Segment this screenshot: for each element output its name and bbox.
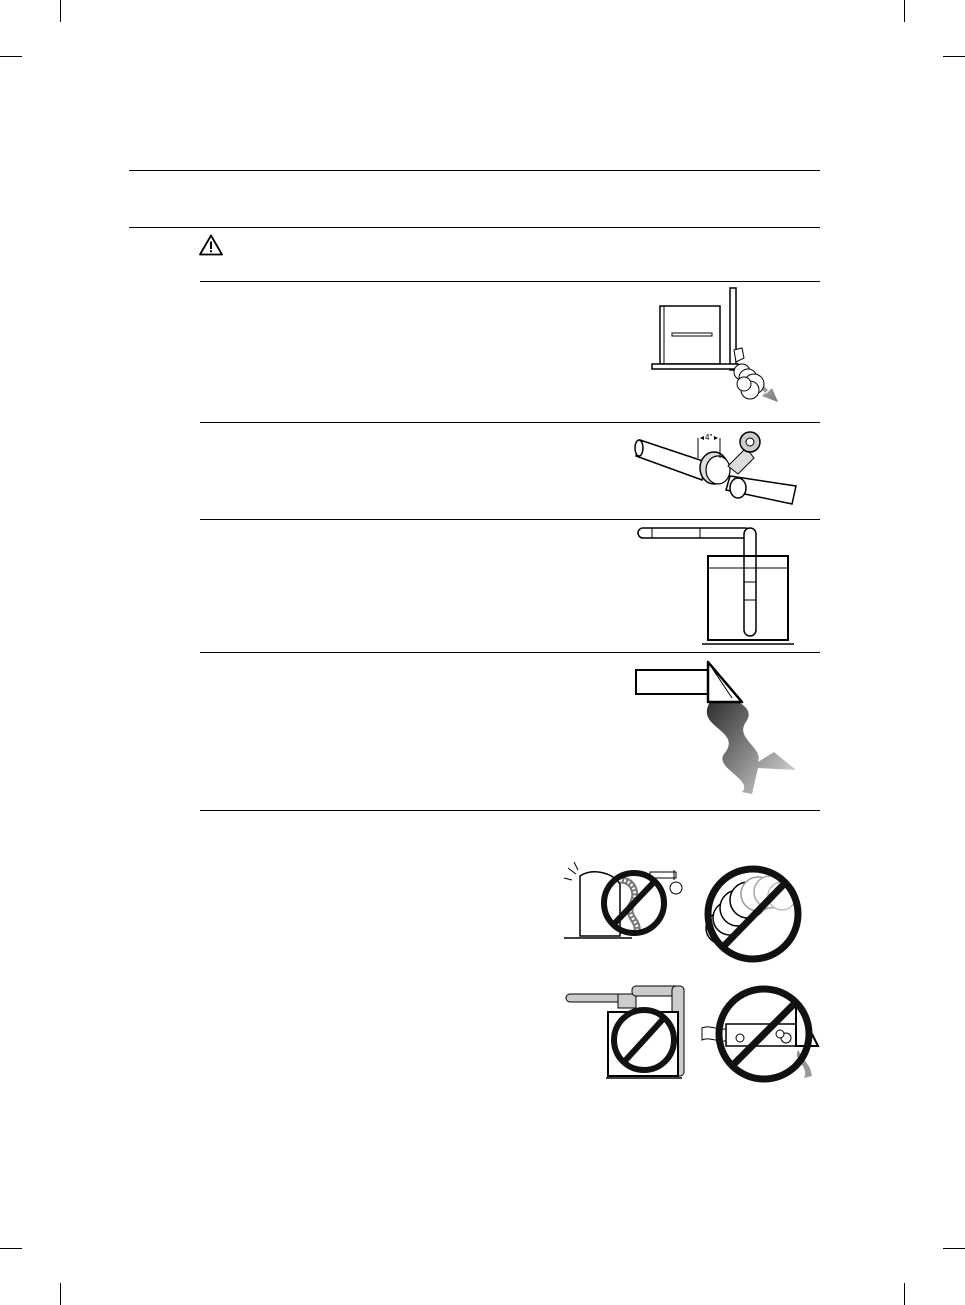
section-rule xyxy=(200,281,820,282)
prohibited-duct-run-icon xyxy=(562,982,688,1082)
section-rule xyxy=(200,652,820,653)
section-rule xyxy=(200,810,820,811)
prohibited-crushed-duct-icon xyxy=(700,862,806,966)
section-rule xyxy=(129,227,820,228)
dimension-label: 4" xyxy=(705,433,713,442)
warning-triangle-icon xyxy=(199,234,223,256)
prohibited-blocked-hood-icon xyxy=(700,984,822,1084)
exhaust-hood-airflow-icon xyxy=(634,658,800,798)
crop-mark xyxy=(60,1283,61,1305)
crop-mark xyxy=(943,56,965,57)
crop-mark xyxy=(943,1248,965,1249)
prohibited-plastic-duct-icon xyxy=(562,860,692,942)
section-rule xyxy=(200,519,820,520)
crop-mark xyxy=(904,1283,905,1305)
crop-mark xyxy=(60,0,61,22)
section-rule xyxy=(129,170,820,171)
crop-mark xyxy=(0,56,22,57)
crop-mark xyxy=(0,1248,22,1249)
duct-joint-taping-icon xyxy=(634,428,800,508)
section-rule xyxy=(200,422,820,423)
crop-mark xyxy=(904,0,905,22)
dryer-with-coiled-duct-icon xyxy=(648,286,784,410)
rigid-duct-elbow-icon xyxy=(634,524,798,648)
